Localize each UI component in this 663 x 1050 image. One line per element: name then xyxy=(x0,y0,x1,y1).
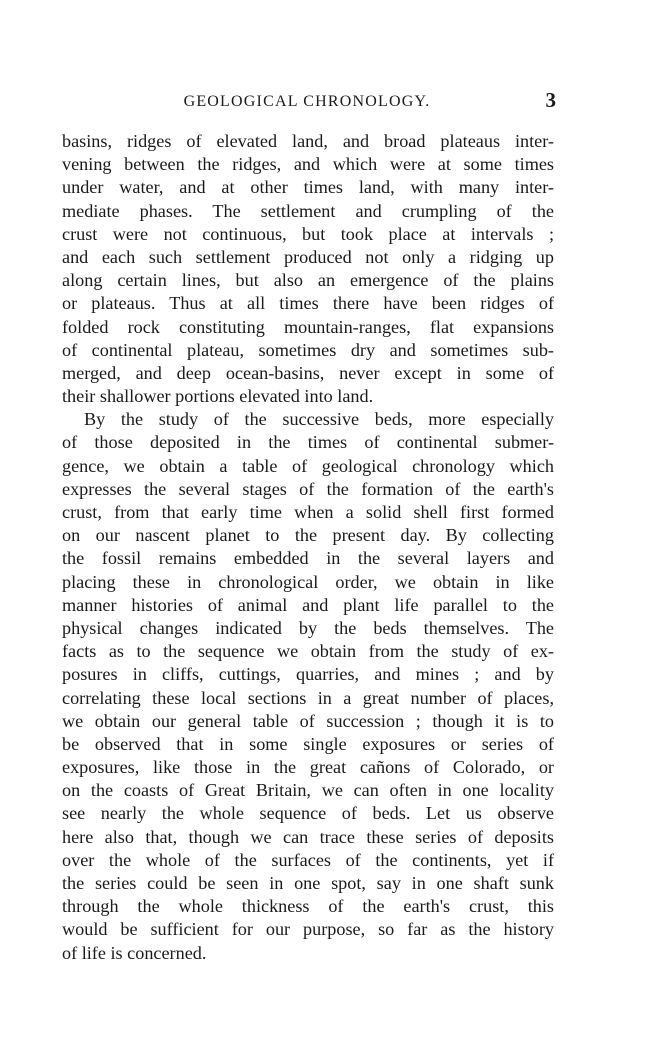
text-line: crust, from that early time when a solid shell first formed xyxy=(62,502,554,522)
text-line: facts as to the sequence we obtain from the study of ex- xyxy=(62,641,554,662)
text-line: manner histories of animal and plant life parallel to the xyxy=(62,594,554,615)
running-title: GEOLOGICAL CHRONOLOGY. xyxy=(183,93,431,110)
text-line: the series could be seen in one spot, say in one shaft sunk xyxy=(62,873,554,893)
body-text xyxy=(62,130,554,965)
text-line: expresses the several stages of the formation of the earth's xyxy=(62,478,554,499)
text-line: on the coasts of Great Britain, we can often in one locality xyxy=(62,780,554,801)
text-line: see nearly the whole sequence of beds. Let us observe xyxy=(62,803,554,824)
text-line: folded rock constituting mountain-ranges, flat expansions xyxy=(62,316,554,337)
text-line: placing these in chronological order, we obtain in like xyxy=(62,571,554,592)
paragraph xyxy=(62,130,554,408)
text-line: crust were not continuous, but took place at intervals ; xyxy=(62,223,554,244)
text-line: through the whole thickness of the earth's crust, this xyxy=(62,896,554,917)
text-line: basins, ridges of elevated land, and broad plateaus inter- xyxy=(62,131,554,151)
text-line: would be sufficient for our purpose, so far as the history xyxy=(62,919,554,940)
text-line: or plateaus. Thus at all times there have been ridges of xyxy=(62,293,554,314)
text-line: By the study of the successive beds, more especially xyxy=(84,409,554,430)
text-line: and each such settlement produced not only a ridging up xyxy=(62,246,554,267)
text-line: we obtain our general table of succession ; though it is to xyxy=(62,710,554,731)
text-line: of life is concerned. xyxy=(62,942,207,963)
text-line: here also that, though we can trace these series of deposits xyxy=(62,826,554,847)
text-line: along certain lines, but also an emergence of the plains xyxy=(62,270,554,291)
text-line: exposures, like those in the great cañons of Colorado, or xyxy=(62,757,554,778)
text-line: mediate phases. The settlement and crumpling of the xyxy=(62,200,554,221)
text-line: gence, we obtain a table of geological chronology which xyxy=(62,455,554,476)
paragraph xyxy=(62,408,554,965)
page-number: 3 xyxy=(545,88,556,112)
text-line: be observed that in some single exposures or series of xyxy=(62,733,554,754)
running-head xyxy=(58,90,556,114)
text-line: correlating these local sections in a great number of places, xyxy=(62,687,554,708)
text-line: their shallower portions elevated into land. xyxy=(62,386,374,407)
text-line: vening between the ridges, and which were at some times xyxy=(62,154,554,175)
text-line: under water, and at other times land, with many inter- xyxy=(62,177,554,198)
text-line: over the whole of the surfaces of the continents, yet if xyxy=(62,849,554,870)
text-line: posures in cliffs, cuttings, quarries, and mines ; and by xyxy=(62,664,554,685)
text-line: on our nascent planet to the present day. By collecting xyxy=(62,525,554,546)
text-line: of those deposited in the times of continental submer- xyxy=(62,432,554,453)
text-line: the fossil remains embedded in the several layers and xyxy=(62,548,554,569)
text-line: physical changes indicated by the beds themselves. The xyxy=(62,617,554,638)
text-line: merged, and deep ocean-basins, never except in some of xyxy=(62,362,554,383)
text-line: of continental plateau, sometimes dry and sometimes sub- xyxy=(62,339,554,360)
